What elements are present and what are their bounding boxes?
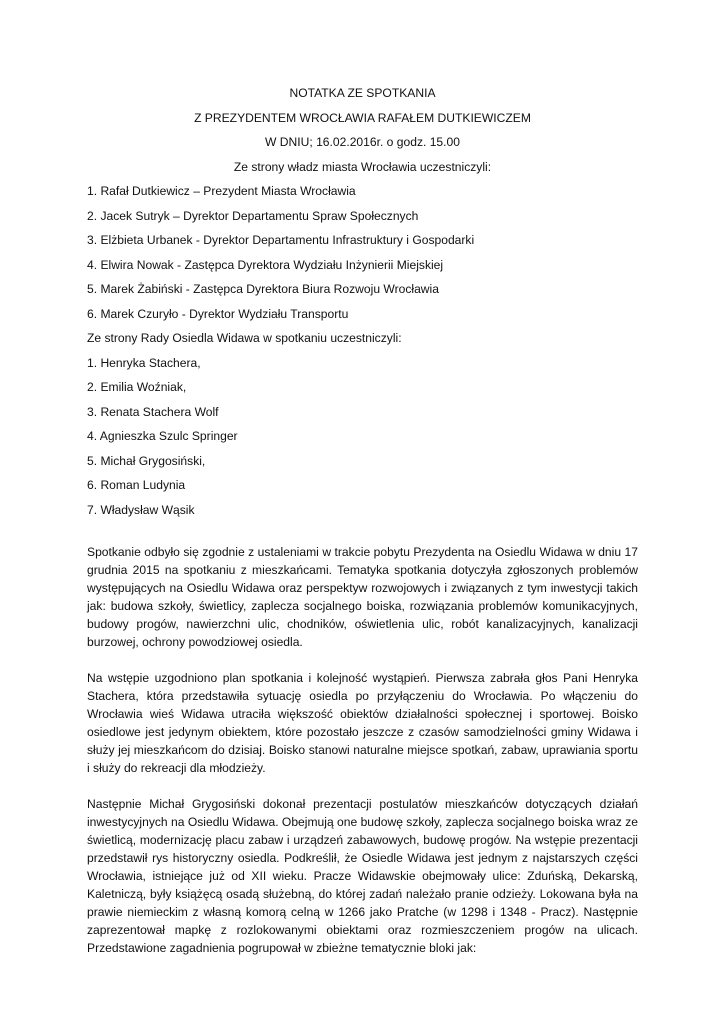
paragraph-presentation: Następnie Michał Grygosiński dokonał prezentacji postulatów mieszkańców dotyczących działań inwestycyjnych na Osiedlu Widawa. Obejmują one budowę szkoły, zaplecza socjalnego boiska wraz ze świetlicą, modernizację placu zabaw i urządzeń zabawowych, budowę progów. Na wstępie prezentacji przedstawił rys historyczny osiedla. Podkreślił, że Osiedle Widawa jest jednym z najstarszych części Wrocławia, istniejące już od XII wieku. Pracze Widawskie obejmowały ulice: Zduńską, Dekarską, Kaletniczą, były książęcą osadą służebną, do której zadań należało pranie odzieży. Lokowana była na prawie niemieckim z własną komorą celną w 1266 jako Pratche (w 1298 i 1348 - Pracz). Następnie zaprezentował mapkę z rozlokowanymi obiektami oraz rozmieszczeniem progów na ulicach. Przedstawione zagadnienia pogrupował w zbieżne tematycznie bloki jak: xyxy=(87,797,638,955)
council-participants-list xyxy=(87,354,638,519)
document-page xyxy=(87,84,638,957)
list-item: 7. Władysław Wąsik xyxy=(87,502,195,517)
list-item: 6. Marek Czuryło - Dyrektor Wydziału Transportu xyxy=(87,306,349,321)
list-item: 1. Rafał Dutkiewicz – Prezydent Miasta Wrocławia xyxy=(87,184,356,198)
list-item: 3. Elżbieta Urbanek - Dyrektor Departamentu Infrastruktury i Gospodarki xyxy=(87,233,475,247)
document-subtitle: Z PREZYDENTEM WROCŁAWIA RAFAŁEM DUTKIEWICZEM xyxy=(194,110,531,125)
paragraph-meeting-context: Spotkanie odbyło się zgodnie z ustaleniami w trakcie pobytu Prezydenta na Osiedlu Widawa w dniu 17 grudnia 2015 na spotkaniu z mieszkańcami. Tematyka spotkania dotyczyła zgłoszonych problemów występujących na Osiedlu Widawa oraz perspektyw rozwojowych i związanych z tym inwestycji takich jak: budowa szkoły, świetlicy, zaplecza socjalnego boiska, rozwiązania problemów komunikacyjnych, budowy progów, nawierzchni ulic, chodników, oświetlenia ulic, robót kanalizacyjnych, kanalizacji burzowej, ochrony powodziowej osiedla. xyxy=(87,545,638,649)
city-participants-intro: Ze strony władz miasta Wrocławia uczestniczyli: xyxy=(233,159,492,174)
list-item: 1. Henryka Stachera, xyxy=(87,355,201,370)
council-participants-intro: Ze strony Rady Osiedla Widawa w spotkaniu uczestniczyli: xyxy=(87,331,402,345)
list-item: 2. Emilia Woźniak, xyxy=(87,380,187,394)
list-item: 4. Agnieszka Szulc Springer xyxy=(87,429,238,443)
list-item: 3. Renata Stachera Wolf xyxy=(87,404,219,419)
city-participants-list xyxy=(87,182,638,323)
spacer xyxy=(87,525,638,543)
list-item: 2. Jacek Sutryk – Dyrektor Departamentu Spraw Społecznych xyxy=(87,208,419,223)
document-title: NOTATKA ZE SPOTKANIA xyxy=(289,86,436,100)
list-item: 5. Marek Żabiński - Zastępca Dyrektora Biura Rozwoju Wrocławia xyxy=(87,282,439,296)
meeting-date: W DNIU; 16.02.2016r. o godz. 15.00 xyxy=(265,135,460,149)
list-item: 5. Michał Grygosiński, xyxy=(87,453,206,468)
list-item: 4. Elwira Nowak - Zastępca Dyrektora Wydziału Inżynierii Miejskiej xyxy=(87,257,444,272)
paragraph-opening: Na wstępie uzgodniono plan spotkania i kolejność wystąpień. Pierwsza zabrała głos Pani Henryka Stachera, która przedstawiła sytuację osiedla po przyłączeniu do Wrocławia. Po włączeniu do Wrocławia wieś Widawa utraciła większość obiektów działalności społecznej i sportowej. Boisko osiedlowe jest jedynym obiektem, które pozostało jeszcze z czasów samodzielności gminy Widawa i służy jej mieszkańcom do dzisiaj. Boisko stanowi naturalne miejsce spotkań, zabaw, uprawiania sportu i służy do rekreacji dla młodzieży. xyxy=(87,671,638,775)
list-item: 6. Roman Ludynia xyxy=(87,478,186,492)
